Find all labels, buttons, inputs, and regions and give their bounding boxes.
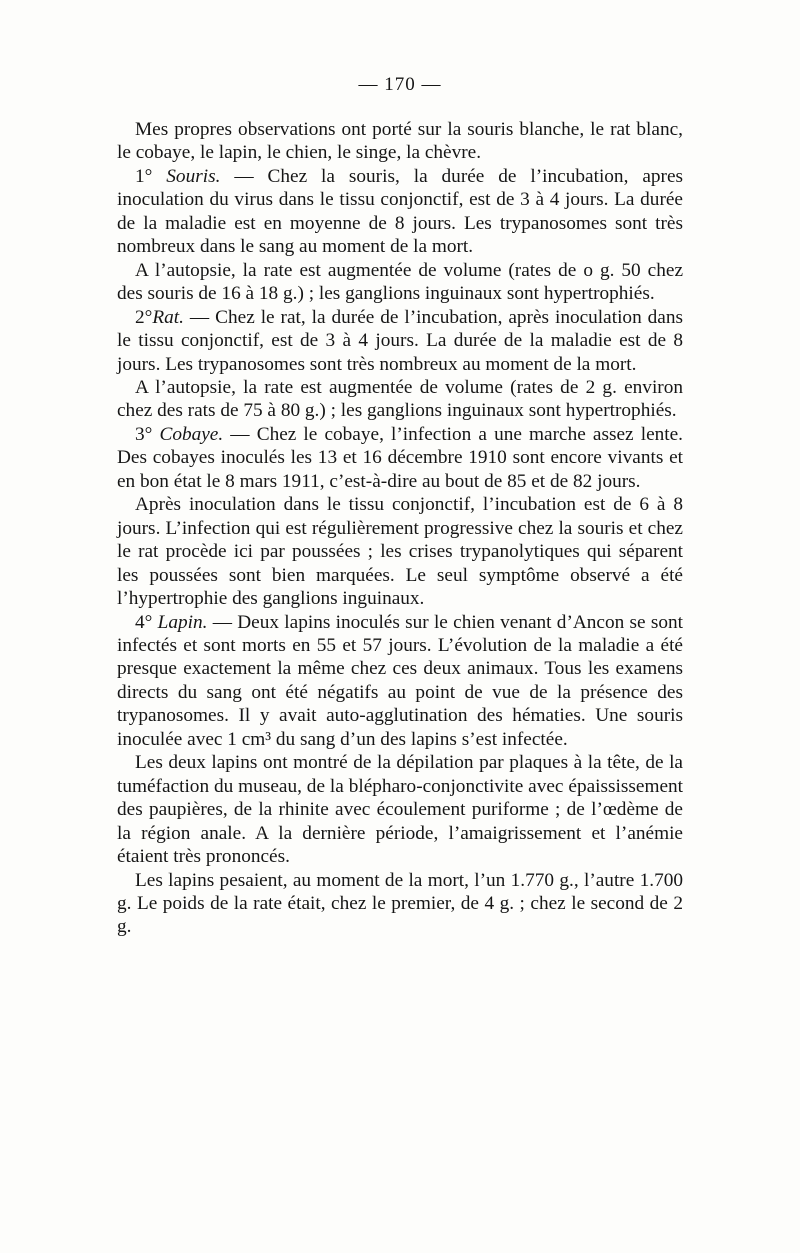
- paragraph-lapin-poids: [117, 869, 683, 939]
- paragraph-souris-autopsie: [117, 259, 683, 306]
- section-title-lapin: Lapin.: [157, 611, 208, 633]
- paragraph-text: — Chez la souris, la durée de l’incubation, apres inoculation du virus dans le tissu conjonctif, est de 3 à 4 jours. La durée de la maladie est en moyenne de 8 jours. Les trypanosomes sont très nombreux dans le sang au moment de la mort.: [117, 165, 684, 258]
- paragraph-intro: [117, 118, 683, 165]
- paragraph-text: A l’autopsie, la rate est augmentée de volume (rates de 2 g. environ chez des rats de 75 à 80 g.) ; les ganglions inguinaux sont hypertrophiés.: [117, 376, 683, 422]
- page-number: — 170 —: [358, 74, 442, 95]
- paragraph-text: Les lapins pesaient, au moment de la mort, l’un 1.770 g., l’autre 1.700 g. Le poids de la rate était, chez le premier, de 4 g. ; chez le second de 2 g.: [117, 869, 683, 938]
- paragraph-rat: [117, 306, 683, 376]
- paragraph-text: Mes propres observations ont porté sur la souris blanche, le rat blanc, le cobaye, le lapin, le chien, le singe, la chèvre.: [117, 119, 683, 164]
- paragraph-text: Après inoculation dans le tissu conjonctif, l’incubation est de 6 à 8 jours. L’infection qui est régulièrement progressive chez la souris et chez le rat procède ici par poussées ; les crises trypanolytiques qui séparent les poussées sont bien marquées. Le seul symptôme observé a été l’hypertrophie des ganglions inguinaux.: [117, 494, 683, 610]
- paragraph-text: — Chez le cobaye, l’infection a une marche assez lente. Des cobayes inoculés les 13 et 16 décembre 1910 sont encore vivants et en bon état le 8 mars 1911, c’est-à-dire au bout de 85 et de 82 jours.: [117, 423, 683, 492]
- paragraph-souris: [117, 165, 683, 259]
- section-title-cobaye: Cobaye.: [159, 423, 224, 445]
- section-number: 2°: [135, 306, 153, 328]
- paragraph-text: Les deux lapins ont montré de la dépilation par plaques à la tête, de la tuméfaction du museau, de la blépharo-conjonctivite avec épaississement des paupières, de la rhinite avec écoulement puriforme ; de l’œdème de la région anale. A la dernière période, l’amaigrissement et l’anémie étaient très prononcés.: [117, 752, 683, 868]
- section-number: 3°: [135, 423, 160, 445]
- section-title-souris: Souris.: [166, 165, 221, 187]
- paragraph-lapin-symptomes: [117, 751, 683, 868]
- paragraph-lapin: [117, 611, 683, 752]
- section-title-rat: Rat.: [152, 306, 184, 328]
- section-number: 4°: [135, 611, 158, 633]
- section-number: 1°: [135, 165, 167, 187]
- paragraph-rat-autopsie: [117, 376, 683, 423]
- paragraph-text: — Chez le rat, la durée de l’incubation, après inoculation dans le tissu conjonctif, est de 3 à 4 jours. La durée de la maladie est de 8 jours. Les trypanosomes sont très nombreux au moment de la mort.: [117, 306, 683, 375]
- paragraph-cobaye: [117, 423, 683, 493]
- paragraph-text: — Deux lapins inoculés sur le chien venant d’Ancon se sont infectés et sont morts en 55 et 57 jours. L’évolution de la maladie a été presque exactement la même chez ces deux animaux. Tous les examens directs du sang ont été négatifs au point de vue de la présence des trypanosomes. Il y avait auto-agglutination des hématies. Une souris inoculée avec 1 cm³ du sang d’un des lapins s’est infectée.: [117, 611, 684, 750]
- paragraph-cobaye-inoculation: [117, 493, 683, 610]
- body-text: [117, 118, 683, 939]
- paragraph-text: A l’autopsie, la rate est augmentée de volume (rates de o g. 50 chez des souris de 16 à 18 g.) ; les ganglions inguinaux sont hypertrophiés.: [117, 259, 683, 305]
